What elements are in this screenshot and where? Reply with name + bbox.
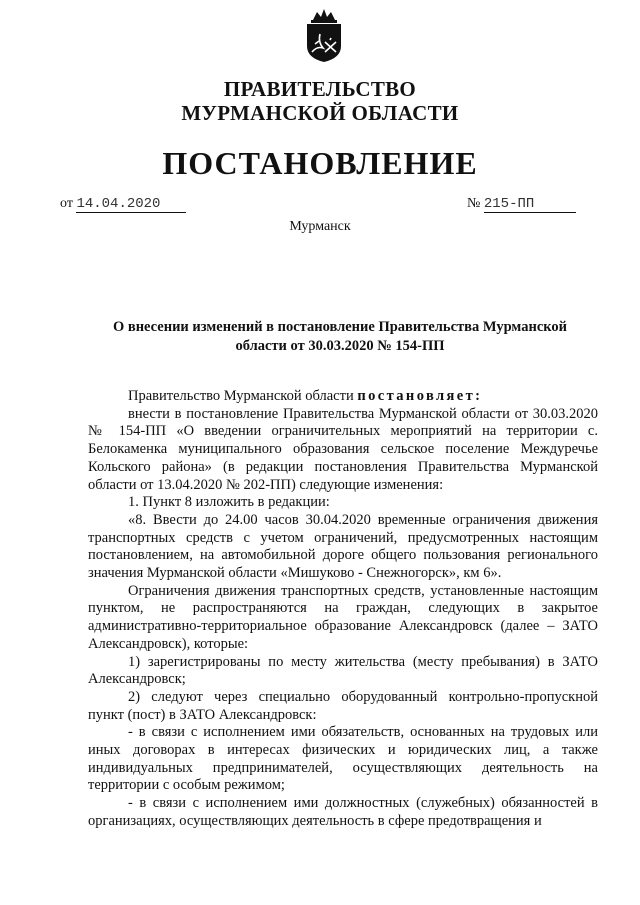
date-prefix: от: [60, 196, 73, 211]
city-name: Мурманск: [289, 219, 351, 234]
decree-word: постановляет:: [357, 388, 483, 404]
title-line-1: О внесении изменений в постановление Правительства Мурманской: [112, 319, 568, 335]
paragraph-5: 1) зарегистрированы по месту жительства (месту пребывания) в ЗАТО Александровск;: [88, 653, 598, 688]
paragraph-4: Ограничения движения транспортных средств, установленные настоящим пунктом, не распространяются на граждан, следующих в закрытое административно-территориальное образование Александровск (далее – ЗАТО Александровск), которые:: [88, 582, 598, 652]
document-type: ПОСТАНОВЛЕНИЕ: [162, 145, 478, 181]
document-title: [80, 318, 600, 356]
paragraph-7: - в связи с исполнением ими обязательств, основанных на трудовых или иных договорах в интересах физических и юридических лиц, а также индивидуальных предпринимателей, осуществляющих деятельность на территории с особым режимом;: [88, 724, 598, 794]
document-date: [60, 196, 186, 213]
date-value: 14.04.2020: [76, 196, 186, 213]
intro-paragraph: [88, 388, 598, 406]
intro-text: Правительство Мурманской области: [128, 388, 358, 404]
paragraph-1: внести в постановление Правительства Мурманской области от 30.03.2020 № 154-ПП «О введении ограничительных мероприятий на территории с. Белокаменка муниципального образования сельское поселение Междуречье Кольского района» (в редакции постановления Правительства Мурманской области от 13.04.2020 № 202-ПП) следующие изменения:: [88, 405, 598, 493]
paragraph-3: «8. Ввести до 24.00 часов 30.04.2020 временные ограничения движения транспортных средств с учетом ограничений, предусмотренных настоящим постановлением, на автомобильной дороге общего пользования регионального значения Мурманской области «Мишуково - Снежногорск», км 6».: [88, 511, 598, 582]
paragraph-2: 1. Пункт 8 изложить в редакции:: [128, 494, 330, 511]
number-prefix: №: [467, 196, 481, 211]
government-region: МУРМАНСКОЙ ОБЛАСТИ: [181, 101, 459, 125]
document-number: [467, 196, 576, 213]
title-line-2: области от 30.03.2020 № 154-ПП: [235, 338, 445, 354]
government-title: ПРАВИТЕЛЬСТВО: [223, 77, 417, 101]
number-value: 215-ПП: [484, 196, 576, 213]
coat-of-arms-icon: [303, 6, 345, 64]
paragraph-6: 2) следуют через специально оборудованный контрольно-пропускной пункт (пост) в ЗАТО Александровск:: [88, 688, 598, 723]
paragraph-8: - в связи с исполнением ими должностных (служебных) обязанностей в организациях, осуществляющих деятельность в сфере предотвращения и: [88, 795, 598, 829]
document-body: [88, 388, 598, 831]
